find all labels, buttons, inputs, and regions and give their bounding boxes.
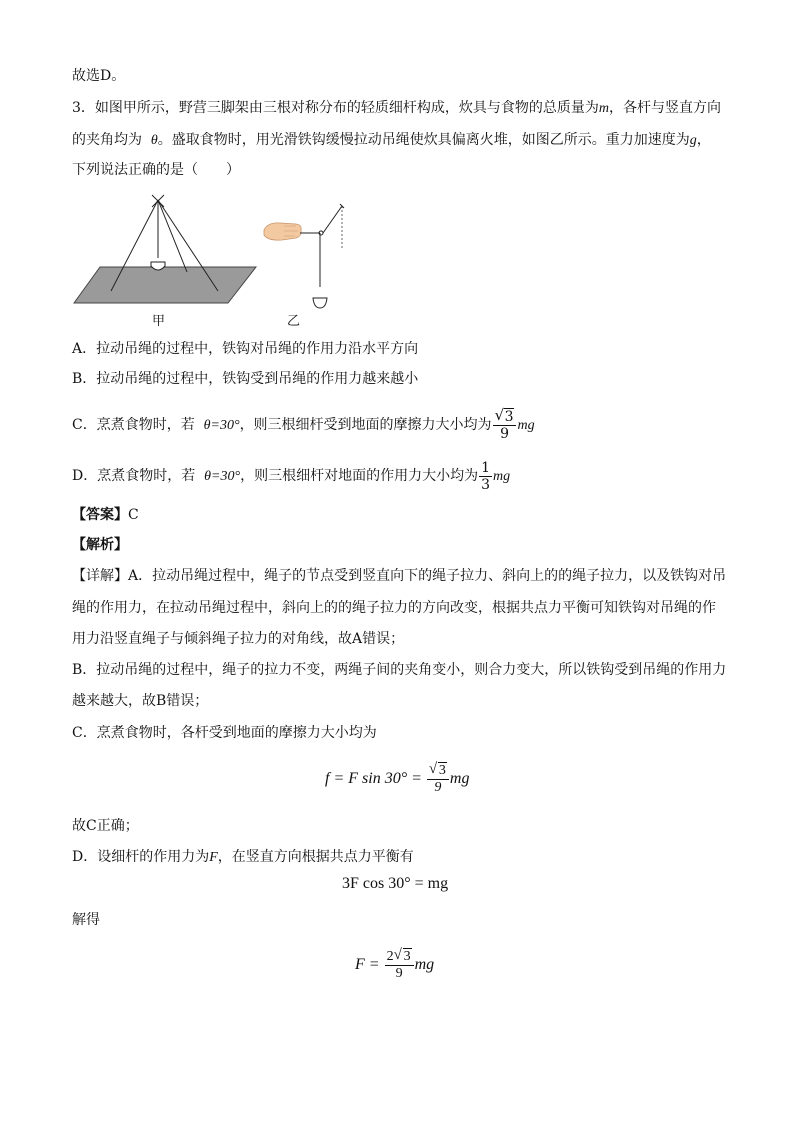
figure-tripod-diagram — [68, 190, 358, 325]
option-d-mg: mg — [493, 469, 511, 484]
option-c-numerator: 3 — [504, 408, 514, 425]
equation-force-mg: mg — [414, 956, 435, 973]
equation-force-result — [355, 945, 434, 985]
analysis-a-line-1: 【详解】A．拉动吊绳过程中，绳子的节点受到竖直向下的绳子拉力、斜向上的的绳子拉力，以及铁钩对吊 — [72, 568, 727, 584]
equation-force-radicand: 3 — [403, 948, 411, 964]
question-stem-line-2 — [72, 130, 711, 151]
option-d-condition: θ=30° — [204, 469, 241, 484]
stem-text: 的夹角均为 — [72, 132, 142, 148]
question-stem-line-1 — [72, 98, 721, 119]
analysis-a-line-3: 用力沿竖直绳子与倾斜绳子拉力的对角线，故A错误； — [72, 631, 405, 647]
analysis-heading: 【解析】 — [72, 537, 128, 553]
equation-friction-mg: mg — [449, 770, 470, 787]
option-c-text: ，则三根细杆受到地面的摩擦力大小均为 — [239, 417, 492, 433]
hand-icon — [264, 223, 301, 240]
hook-and-rope — [300, 206, 342, 287]
equation-friction-left: f = F sin 30° = — [325, 770, 422, 787]
answer-value: C — [128, 507, 139, 523]
equation-friction — [325, 760, 469, 798]
stem-text: 3．如图甲所示，野营三脚架由三根对称分布的轻质细杆构成，炊具与食物的总质量为 — [72, 100, 599, 116]
ground-plane — [74, 267, 256, 303]
analysis-a-line-2: 绳的作用力，在拉动吊绳过程中，斜向上的的绳子拉力的方向改变，根据共点力平衡可知铁钩对吊绳的作 — [72, 600, 716, 616]
option-d-numerator: 1 — [481, 459, 490, 476]
analysis-b-line-2: 越来越大，故B错误； — [72, 693, 209, 709]
option-a-text: A．拉动吊绳的过程中，铁钩对吊绳的作用力沿水平方向 — [72, 341, 419, 357]
stem-text: 下列说法正确的是（ ） — [72, 162, 240, 178]
option-b — [72, 369, 418, 389]
prev-answer-text: 故选D。 — [72, 68, 126, 84]
gravity-symbol: g — [689, 133, 697, 148]
answer-label: 【答案】 — [72, 507, 128, 523]
equation-force-fraction — [385, 949, 414, 982]
option-c — [72, 408, 535, 443]
theta-symbol: θ — [150, 133, 158, 148]
option-d-text: D．烹煮食物时，若 — [72, 468, 196, 484]
option-c-condition: θ=30° — [203, 418, 240, 433]
option-c-denominator: 9 — [500, 425, 509, 442]
equation-friction-numerator: 3 — [438, 762, 446, 778]
option-c-mg: mg — [517, 418, 535, 433]
option-d — [72, 459, 510, 494]
analysis-d-text: ，在竖直方向根据共点力平衡有 — [217, 849, 414, 865]
option-c-text: C．烹煮食物时，若 — [72, 417, 195, 433]
mass-symbol: m — [598, 101, 610, 116]
equation-vertical-balance: 3F cos 30° = mg — [342, 875, 449, 892]
stem-text: 。盛取食物时，用光滑铁钩缓慢拉动吊绳使炊具偏离火堆，如图乙所示。重力加速度为 — [157, 132, 690, 148]
option-a — [72, 339, 418, 359]
equation-friction-denominator: 9 — [434, 779, 442, 795]
option-b-text: B．拉动吊绳的过程中，铁钩受到吊绳的作用力越来越小 — [72, 371, 419, 387]
option-d-fraction — [479, 460, 492, 493]
question-stem-line-3 — [72, 160, 240, 180]
prev-answer-line — [72, 66, 125, 86]
analysis-d-text: D．设细杆的作用力为 — [72, 849, 210, 865]
equation-force-left: F = — [355, 956, 380, 973]
equation-friction-fraction — [427, 763, 449, 796]
equation-force-denominator: 9 — [395, 965, 403, 981]
force-symbol: F — [209, 850, 218, 865]
answer-line — [72, 505, 139, 525]
option-d-text: ，则三根细杆对地面的作用力大小均为 — [240, 468, 479, 484]
equation-force-coefficient: 2 — [386, 948, 394, 964]
stem-text: ，各杆与竖直方向 — [609, 100, 722, 116]
analysis-d-line-1 — [72, 847, 414, 868]
analysis-b-line-1: B．拉动吊绳的过程中，绳子的拉力不变，两绳子间的夹角变小，则合力变大，所以铁钩受到吊绳的作用力 — [72, 662, 727, 678]
figure-label-yi: 乙 — [287, 314, 301, 329]
analysis-solve-label: 解得 — [72, 912, 100, 928]
analysis-c-line-1: C．烹煮食物时，各杆受到地面的摩擦力大小均为 — [72, 725, 377, 741]
stem-text: ， — [696, 132, 711, 148]
figure-label-jia: 甲 — [152, 314, 166, 329]
hanging-pot — [313, 298, 327, 308]
analysis-c-conclusion: 故C正确； — [72, 818, 139, 834]
option-d-denominator: 3 — [481, 476, 490, 493]
option-c-fraction — [493, 409, 517, 442]
